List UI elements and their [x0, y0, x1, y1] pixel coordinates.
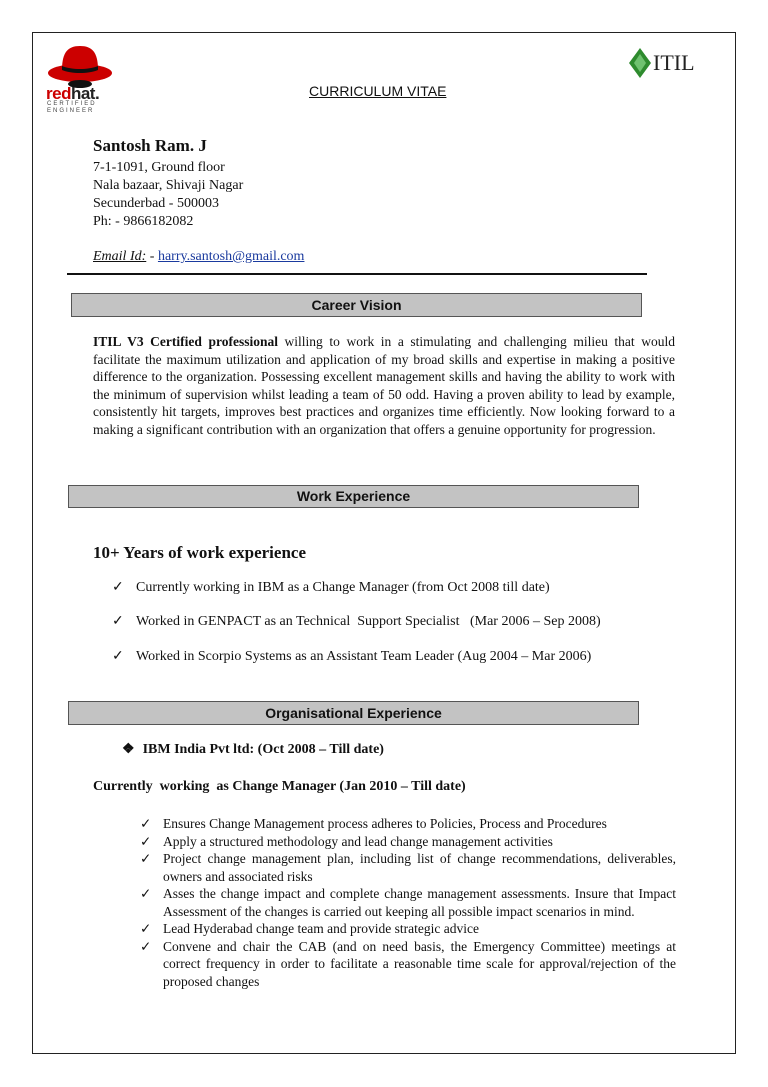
company-line — [122, 741, 384, 758]
career-vision-body: willing to work in a stimulating and challenging milieu that would facilitate the maximum utilization and application of my broad skills and expertise in making a positive difference to the organization. Possessing excellent management skills and having the ability to work with the minimum of supervision whilst leading a team of 50 odd. Having a proven ability to lead by example, consistently hit targets, improves best practices and organizes time efficiently. Now looking forward to a making a significant contribution with an organization that offers a genuine opportunity for progression. — [93, 334, 675, 437]
check-icon: ✓ — [140, 851, 152, 866]
list-item — [112, 648, 591, 665]
email-separator: - — [146, 249, 158, 264]
work-item-text: Worked in Scorpio Systems as an Assistant Team Leader (Aug 2004 – Mar 2006) — [136, 649, 592, 664]
role-line: Currently working as Change Manager (Jan 2010 – Till date) — [93, 779, 466, 794]
company-text: IBM India Pvt ltd: (Oct 2008 – Till date) — [142, 742, 384, 757]
check-icon: ✓ — [140, 833, 152, 849]
list-item: ✓ Apply a structured methodology and lead change management activities — [140, 833, 553, 849]
diamond-bullet-icon: ❖ — [122, 742, 135, 757]
career-vision-header: Career Vision — [71, 293, 642, 317]
redhat-wordmark: redhat. — [46, 84, 100, 103]
address-block — [93, 159, 243, 231]
list-item: ✓ Ensures Change Management process adheres to Policies, Process and Procedures — [140, 816, 607, 831]
check-icon: ✓ — [112, 614, 124, 629]
email-label: Email Id: — [93, 249, 147, 264]
list-item: ✓ Project change management plan, including list of change recommendations, deliverables, owners and associated risks — [140, 851, 676, 884]
page-title: CURRICULUM VITAE — [309, 83, 447, 99]
check-icon: ✓ — [112, 580, 124, 595]
list-item — [112, 579, 550, 596]
itil-wordmark: ITIL — [653, 50, 695, 75]
work-experience-heading: 10+ Years of work experience — [93, 543, 306, 562]
address-line: Nala bazaar, Shivaji Nagar — [93, 178, 244, 193]
address-line: Secunderbad - 500003 — [93, 196, 219, 211]
check-icon: ✓ — [112, 649, 124, 664]
list-item: ✓ Asses the change impact and complete change management assessments. Insure that Impact Assessment of the changes is carried out keeping all possible impact scenarios in mind. — [140, 886, 676, 919]
check-icon: ✓ — [140, 921, 152, 936]
check-icon: ✓ — [140, 938, 152, 954]
list-item: ✓ Lead Hyderabad change team and provide strategic advice — [140, 921, 479, 936]
list-item: ✓ Convene and chair the CAB (and on need basis, the Emergency Committee) meetings at correct frequency in order to facilitate a reasonable time scale for approval/rejection of the proposed changes — [140, 938, 676, 989]
list-item — [112, 613, 601, 630]
itil-logo-icon — [627, 46, 653, 80]
candidate-name: Santosh Ram. J — [93, 136, 207, 155]
email-line — [93, 249, 304, 265]
check-icon: ✓ — [140, 816, 152, 831]
email-link[interactable]: harry.santosh@gmail.com — [157, 249, 305, 264]
career-vision-lead: ITIL V3 Certified professional — [93, 334, 278, 349]
check-icon: ✓ — [140, 886, 152, 901]
duties-list — [140, 815, 676, 990]
work-item-text: Currently working in IBM as a Change Manager (from Oct 2008 till date) — [136, 580, 550, 595]
redhat-subtitle: CERTIFIED ENGINEER — [47, 101, 97, 114]
address-line: 7-1-1091, Ground floor — [93, 160, 225, 175]
career-vision-text — [93, 333, 675, 438]
phone-line: Ph: - 9866182082 — [93, 214, 194, 229]
header-divider — [67, 273, 647, 275]
work-item-text: Worked in GENPACT as an Technical Support Specialist (Mar 2006 – Sep 2008) — [136, 614, 601, 629]
org-experience-header: Organisational Experience — [68, 701, 639, 725]
work-experience-header: Work Experience — [68, 485, 639, 508]
